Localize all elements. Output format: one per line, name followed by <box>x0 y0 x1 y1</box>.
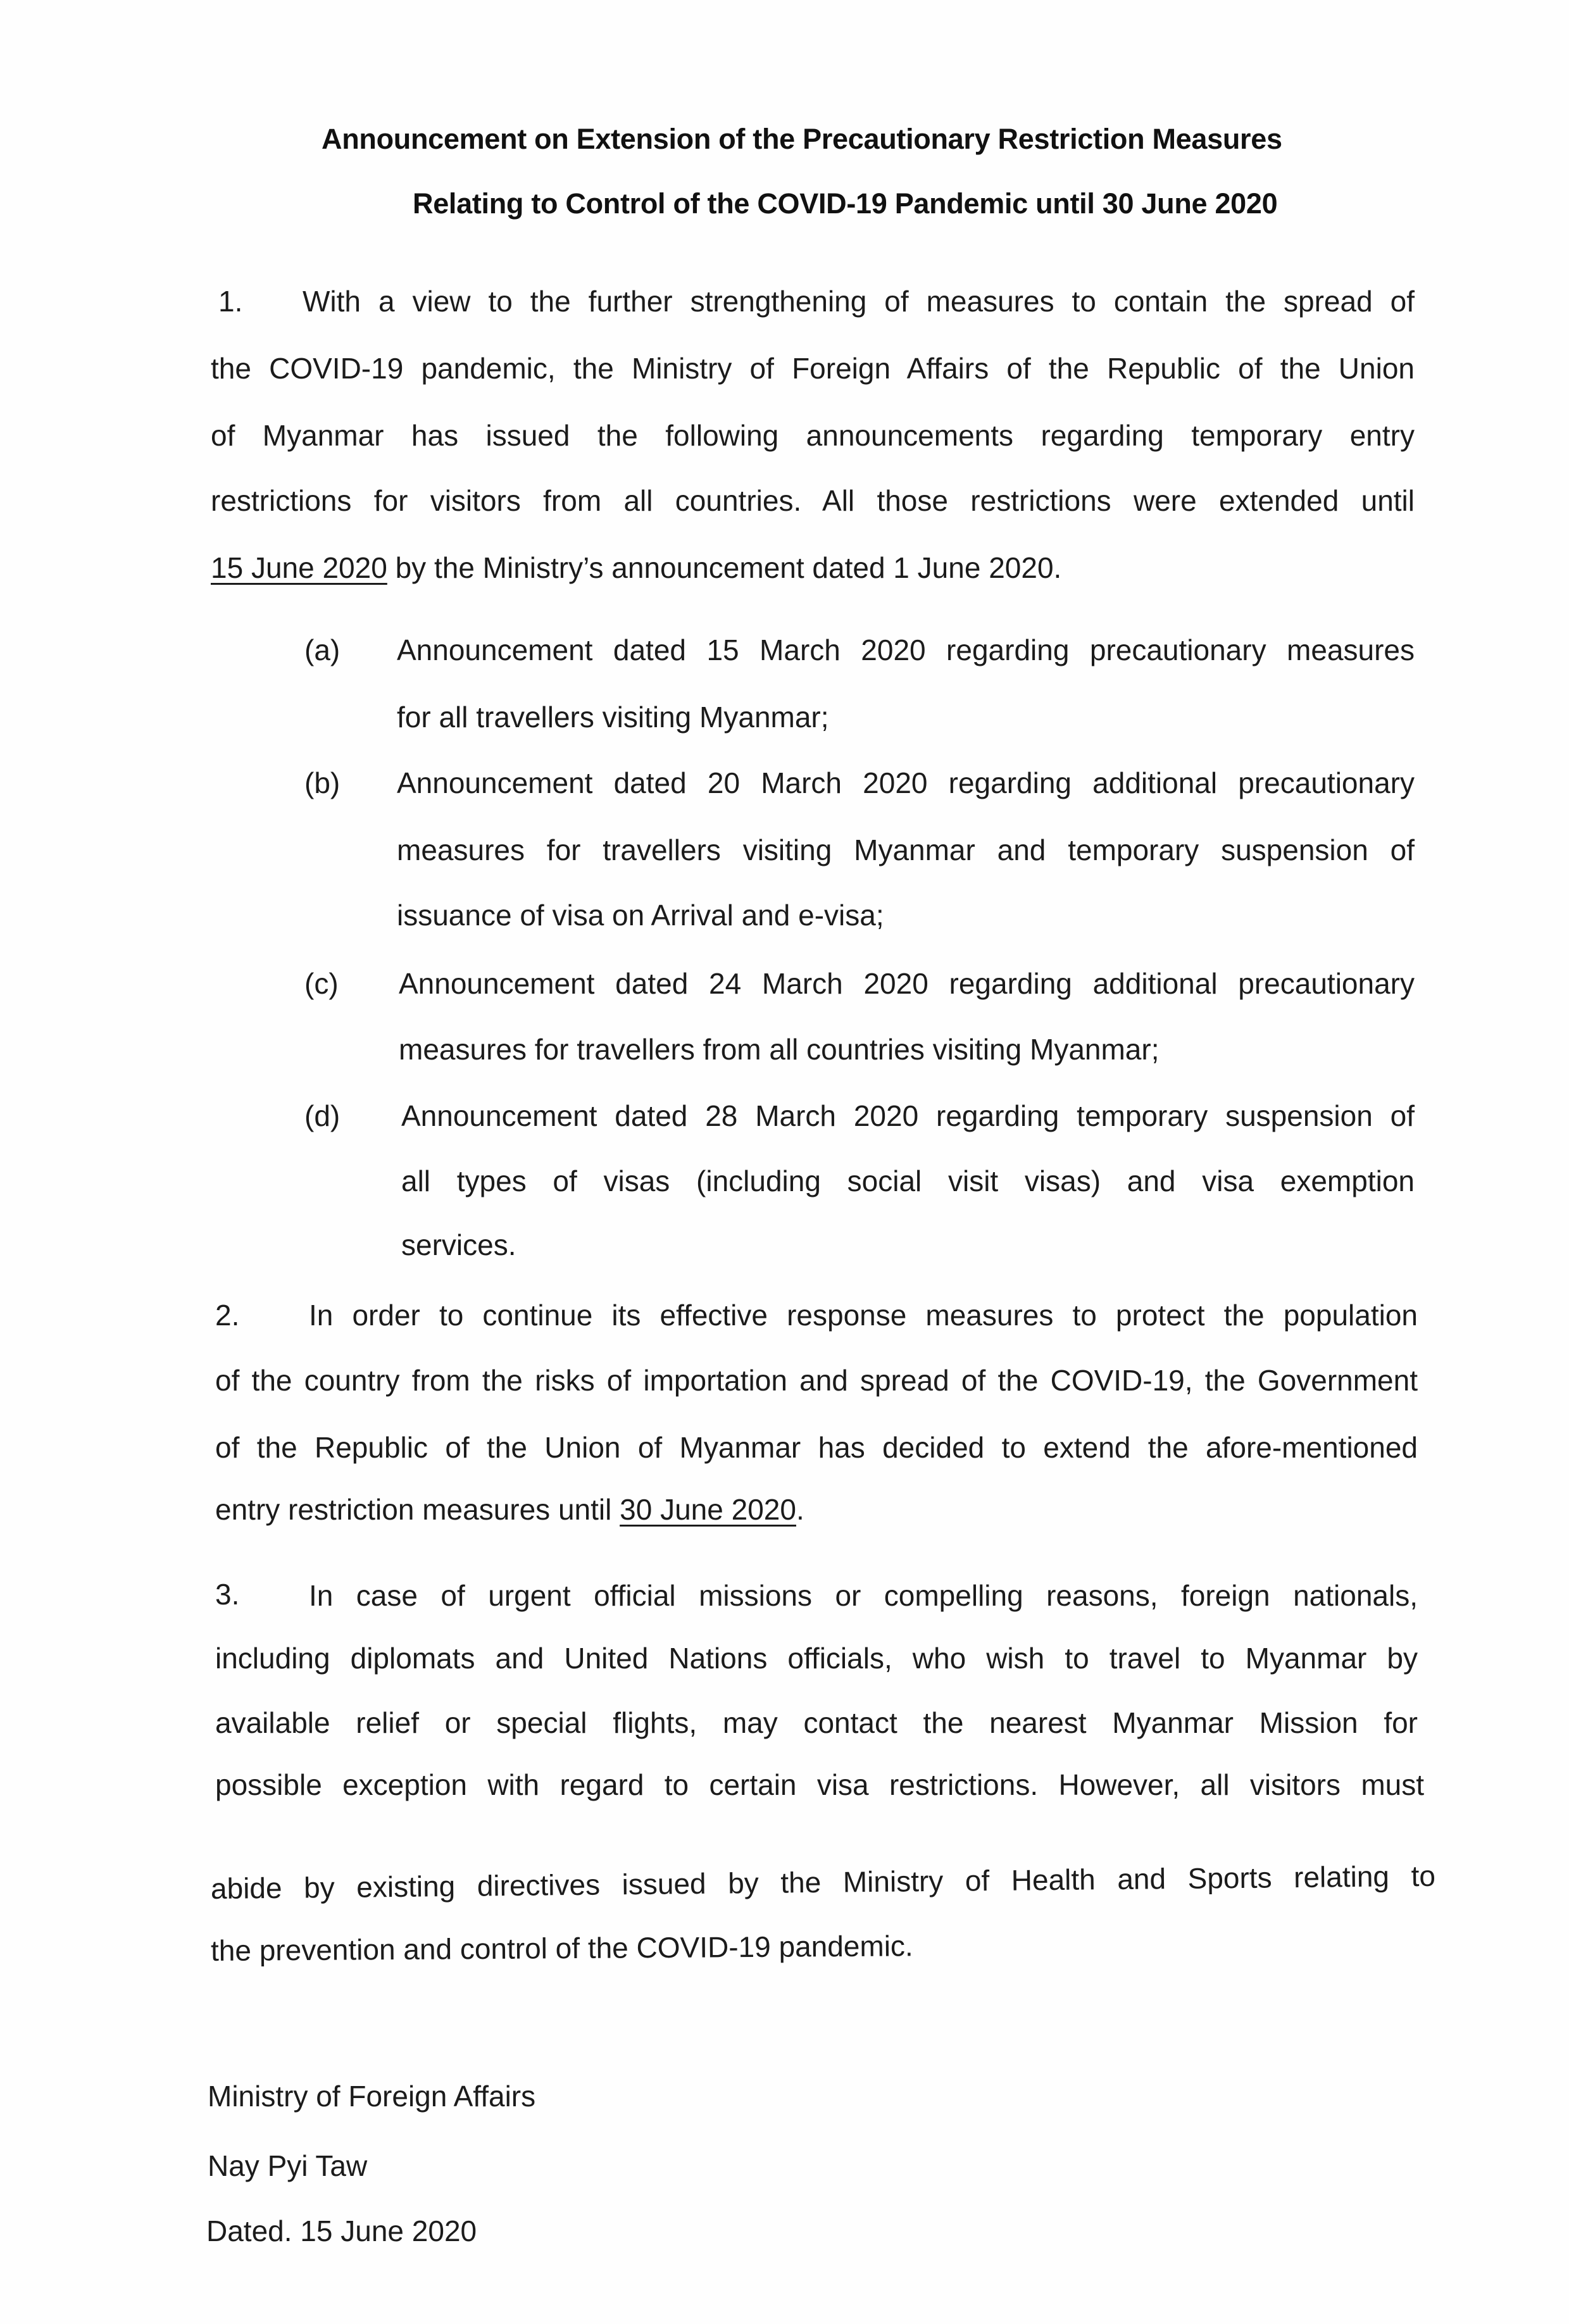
signature-place: Nay Pyi Taw <box>208 2149 368 2182</box>
paragraph-2-last-line <box>215 1492 804 1527</box>
signature-date: Dated. 15 June 2020 <box>206 2215 477 2247</box>
item-d-line: Announcement dated 28 March 2020 regarding temporary suspension of <box>401 1099 1415 1132</box>
signature-issuer: Ministry of Foreign Affairs <box>208 2080 536 2113</box>
paragraph-2-period: . <box>796 1493 804 1526</box>
item-a-line: for all travellers visiting Myanmar; <box>397 701 829 734</box>
paragraph-3-line: possible exception with regard to certain visa restrictions. However, all visitors must <box>215 1768 1424 1801</box>
paragraph-2-line: of the country from the risks of importation and spread of the COVID-19, the Government <box>215 1364 1418 1397</box>
paragraph-3-line: abide by existing directives issued by the Ministry of Health and Sports relating to <box>210 1859 1436 1905</box>
paragraph-3-line: including diplomats and United Nations officials, who wish to travel to Myanmar by <box>215 1642 1418 1675</box>
item-b-line: measures for travellers visiting Myanmar and temporary suspension of <box>397 834 1415 866</box>
paragraph-3-number: 3. <box>215 1578 240 1611</box>
paragraph-1-line: With a view to the further strengthening of measures to contain the spread of <box>303 285 1415 318</box>
paragraph-1-last-line <box>211 550 1061 585</box>
paragraph-3-line: available relief or special flights, may contact the nearest Myanmar Mission for <box>215 1706 1418 1739</box>
paragraph-3-line: In case of urgent official missions or compelling reasons, foreign nationals, <box>309 1579 1418 1612</box>
extension-date-underlined: 15 June 2020 <box>211 551 387 584</box>
item-a-line: Announcement dated 15 March 2020 regarding precautionary measures <box>397 634 1415 666</box>
item-a-label: (a) <box>304 634 341 666</box>
paragraph-2-last-line-text: entry restriction measures until <box>215 1493 620 1526</box>
new-deadline-underlined: 30 June 2020 <box>620 1493 796 1526</box>
item-d-label: (d) <box>304 1099 341 1132</box>
paragraph-2-number: 2. <box>215 1299 240 1332</box>
item-c-line: Announcement dated 24 March 2020 regarding additional precautionary <box>399 967 1415 1000</box>
title-line-2: Relating to Control of the COVID-19 Pandemic until 30 June 2020 <box>413 187 1278 220</box>
paragraph-1-number: 1. <box>218 285 243 318</box>
item-c-line: measures for travellers from all countries visiting Myanmar; <box>399 1033 1160 1066</box>
item-d-line: services. <box>401 1228 516 1261</box>
paragraph-2-line: In order to continue its effective response measures to protect the population <box>309 1299 1418 1332</box>
item-d-line: all types of visas (including social visit visas) and visa exemption <box>401 1165 1415 1197</box>
item-c-label: (c) <box>304 967 339 1000</box>
item-b-line: Announcement dated 20 March 2020 regarding additional precautionary <box>397 766 1415 799</box>
paragraph-1-last-line-text: by the Ministry’s announcement dated 1 June 2020. <box>387 551 1062 584</box>
item-b-line: issuance of visa on Arrival and e-visa; <box>397 899 884 932</box>
paragraph-1-line: the COVID-19 pandemic, the Ministry of Foreign Affairs of the Republic of the Union <box>211 352 1415 385</box>
item-b-label: (b) <box>304 766 341 799</box>
paragraph-1-line: of Myanmar has issued the following announcements regarding temporary entry <box>211 419 1415 452</box>
paragraph-2-line: of the Republic of the Union of Myanmar has decided to extend the afore-mentioned <box>215 1431 1418 1464</box>
title-line-1: Announcement on Extension of the Precautionary Restriction Measures <box>322 123 1282 155</box>
paragraph-3-line: the prevention and control of the COVID-19 pandemic. <box>210 1929 913 1967</box>
paragraph-1-line: restrictions for visitors from all countries. All those restrictions were extended until <box>211 484 1415 517</box>
